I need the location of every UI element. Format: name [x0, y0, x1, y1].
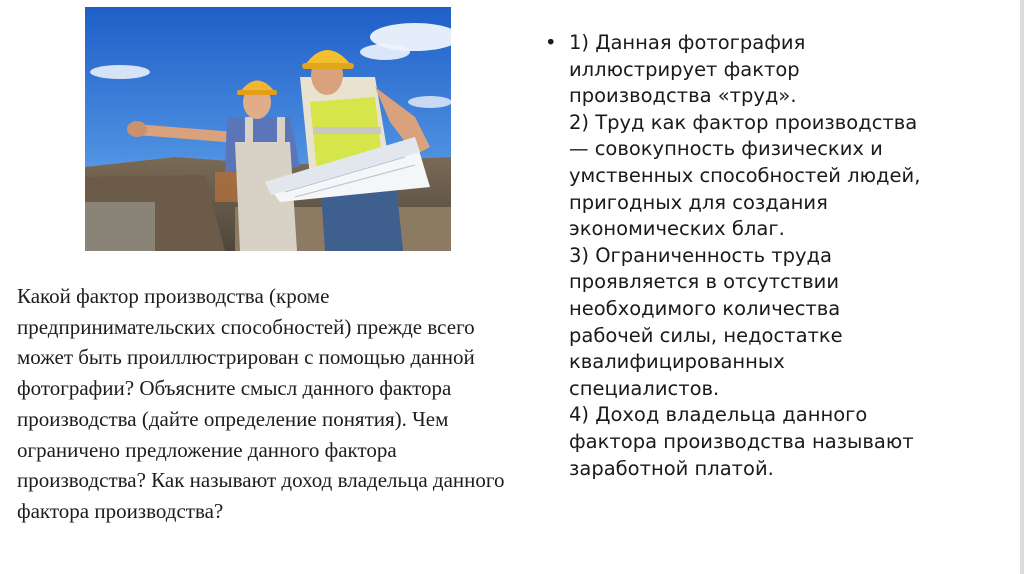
answer-item-2: 2) Труд как фактор производства — совокупность физических и умственных способностей людей, пригодных для создания экономических благ.	[569, 110, 921, 241]
answer-item-1: 1) Данная фотография иллюстрирует фактор производства «труд».	[569, 31, 806, 108]
question-text	[17, 281, 507, 574]
answer-list	[569, 30, 925, 482]
bullet-icon: •	[545, 31, 557, 54]
answers-block	[545, 30, 925, 482]
answer-item-3: 3) Ограниченность труда проявляется в отсутствии необходимого количества рабочей силы, недостатке квалифицированных специалистов.	[569, 243, 843, 400]
question-paragraph: Какой фактор производства (кроме предпринимательских способностей) прежде всего может быть проиллюстрирован с помощью данной фотографии? Объясните смысл данного фактора производства (дайте определение понятия). Чем ограничено предложение данного фактора производства? Как называют доход владельца данного фактора производства?	[17, 284, 505, 523]
slide-edge-divider	[1020, 0, 1024, 574]
construction-workers-photo	[85, 7, 451, 251]
answer-item-4: 4) Доход владельца данного фактора производства называют заработной платой.	[569, 403, 914, 480]
